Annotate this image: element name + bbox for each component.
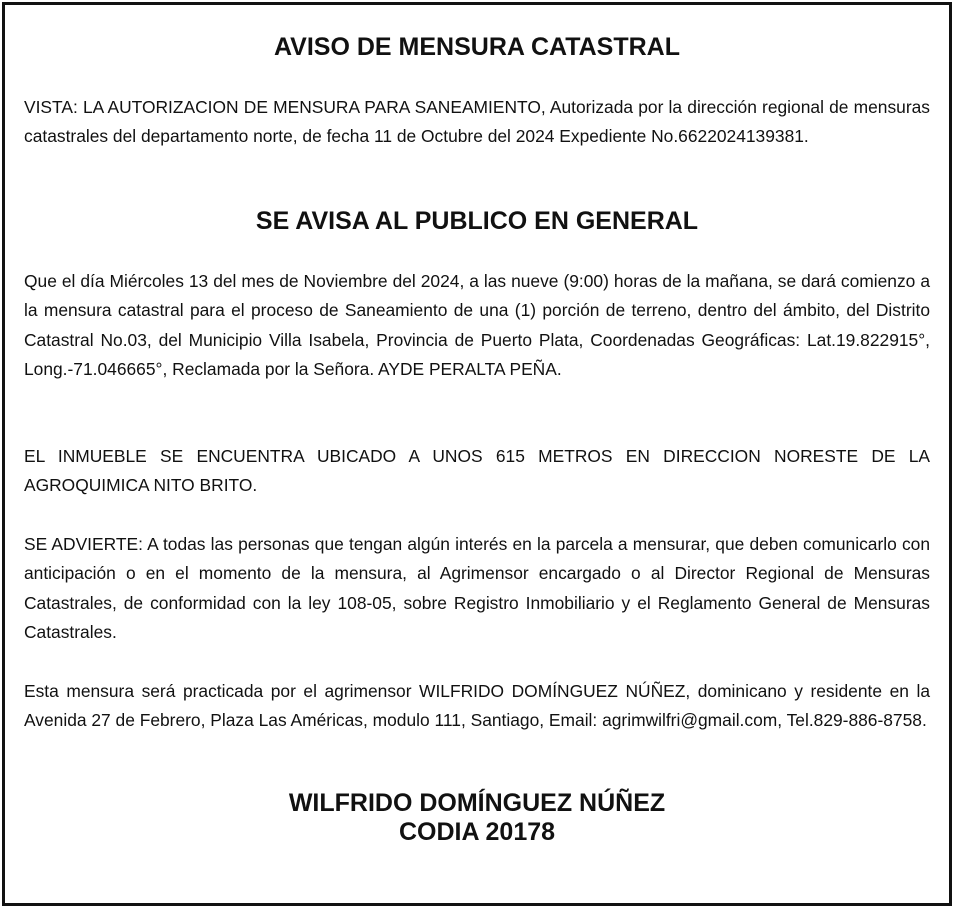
public-notice-heading: SE AVISA AL PUBLICO EN GENERAL [255,207,699,235]
signature-block [24,789,930,847]
signature-codia: CODIA 20178 [398,818,556,846]
surveyor-paragraph: Esta mensura será practicada por el agrimensor WILFRIDO DOMÍNGUEZ NÚÑEZ, dominicano y residente en la Avenida 27 de Febrero, Plaza Las Américas, modulo 111, Santiago, Email: agrimwilfri@gmail.com, Tel.829-886-8758. [24,681,930,731]
property-location-paragraph: EL INMUEBLE SE ENCUENTRA UBICADO A UNOS 615 METROS EN DIRECCION NORESTE DE LA AGROQUIMICA NITO BRITO. [24,446,930,496]
survey-date-paragraph: Que el día Miércoles 13 del mes de Noviembre del 2024, a las nueve (9:00) horas de la mañana, se dará comienzo a la mensura catastral para el proceso de Saneamiento de una (1) porción de terreno, dentro del ámbito, del Distrito Catastral No.03, del Municipio Villa Isabela, Provincia de Puerto Plata, Coordenadas Geográficas: Lat.19.822915°, Long.-71.046665°, Reclamada por la Señora. AYDE PERALTA PEÑA. [24,271,930,379]
notice-title: AVISO DE MENSURA CATASTRAL [273,33,681,61]
warning-paragraph: SE ADVIERTE: A todas las personas que tengan algún interés en la parcela a mensurar, que deben comunicarlo con anticipación o en el momento de la mensura, al Agrimensor encargado o al Director Regional de Mensuras Catastrales, de conformidad con la ley 108-05, sobre Registro Inmobiliario y el Reglamento General de Mensuras Catastrales. [24,534,930,642]
signature-name: WILFRIDO DOMÍNGUEZ NÚÑEZ [288,789,666,817]
notice-frame [2,2,952,906]
vista-paragraph: VISTA: LA AUTORIZACION DE MENSURA PARA SANEAMIENTO, Autorizada por la dirección regional de mensuras catastrales del departamento norte, de fecha 11 de Octubre del 2024 Expediente No.6622024139381. [24,97,930,147]
